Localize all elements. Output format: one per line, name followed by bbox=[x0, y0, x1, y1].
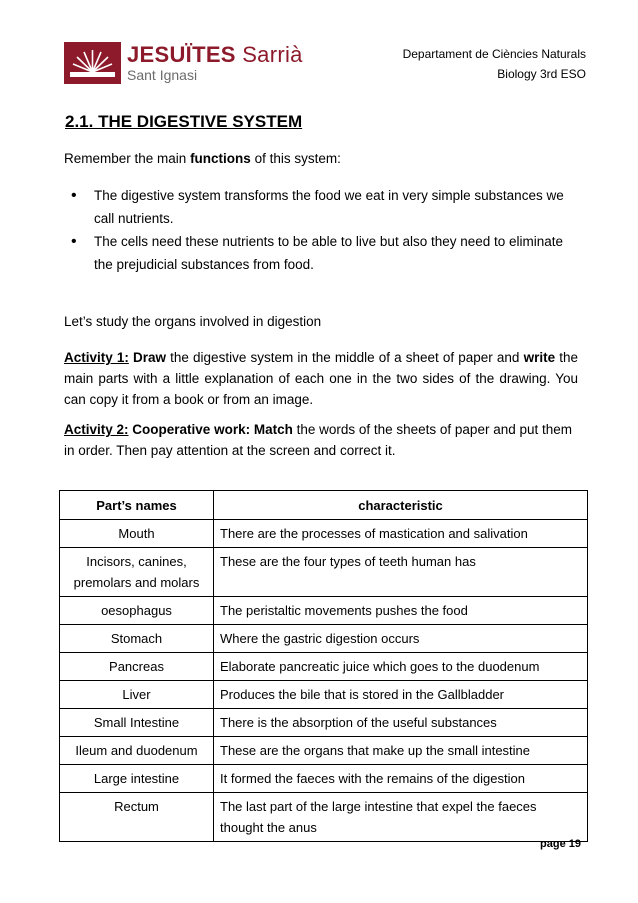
part-name: oesophagus bbox=[60, 597, 214, 625]
activity-1-bold-draw: Draw bbox=[133, 350, 167, 365]
table-row bbox=[60, 793, 588, 842]
part-name: Small Intestine bbox=[60, 709, 214, 737]
activity-1 bbox=[64, 347, 578, 410]
intro-suffix: of this system: bbox=[250, 151, 341, 166]
column-header-names: Part’s names bbox=[60, 491, 214, 520]
table-row bbox=[60, 681, 588, 709]
part-name: Liver bbox=[60, 681, 214, 709]
department-header bbox=[403, 44, 586, 84]
table-header-row bbox=[60, 491, 588, 520]
part-characteristic: There are the processes of mastication and salivation bbox=[214, 520, 588, 548]
part-name: Pancreas bbox=[60, 653, 214, 681]
part-characteristic: These are the four types of teeth human has bbox=[214, 548, 588, 597]
part-characteristic: There is the absorption of the useful substances bbox=[214, 709, 588, 737]
part-name: Rectum bbox=[60, 793, 214, 842]
table-row bbox=[60, 597, 588, 625]
study-line: Let’s study the organs involved in digestion bbox=[64, 314, 322, 329]
department-name: Departament de Ciències Naturals bbox=[402, 47, 586, 61]
activity-2-text: the words of the sheets of paper and put them in order. Then pay attention at the screen and correct it. bbox=[64, 422, 573, 458]
activity-1-bold-write: write bbox=[523, 350, 556, 365]
function-list bbox=[64, 184, 584, 276]
part-name: Incisors, canines, premolars and molars bbox=[60, 548, 214, 597]
activity-2-label: Activity 2: bbox=[64, 422, 129, 437]
part-characteristic: It formed the faeces with the remains of the digestion bbox=[214, 765, 588, 793]
list-item: • The cells need these nutrients to be able to live but also they need to eliminate the prejudicial substances from food. bbox=[64, 230, 584, 276]
part-name: Mouth bbox=[60, 520, 214, 548]
table-row bbox=[60, 709, 588, 737]
part-name: Large intestine bbox=[60, 765, 214, 793]
activity-1-label: Activity 1: bbox=[64, 350, 129, 365]
intro-bold: functions bbox=[190, 151, 251, 166]
activity-1-text-1: the digestive system in the middle of a sheet of paper and bbox=[166, 350, 524, 365]
part-characteristic: These are the organs that make up the small intestine bbox=[214, 737, 588, 765]
logo-subtitle: Sant Ignasi bbox=[127, 67, 198, 83]
table-row bbox=[60, 765, 588, 793]
intro-prefix: Remember the main bbox=[64, 151, 191, 166]
activity-2 bbox=[64, 419, 578, 461]
column-header-characteristic: characteristic bbox=[214, 491, 588, 520]
table-row bbox=[60, 520, 588, 548]
jesuites-sunburst-icon bbox=[64, 42, 121, 84]
part-characteristic: Elaborate pancreatic juice which goes to the duodenum bbox=[214, 653, 588, 681]
school-logo bbox=[64, 42, 303, 84]
part-name: Stomach bbox=[60, 625, 214, 653]
table-row bbox=[60, 625, 588, 653]
digestive-parts-table bbox=[59, 490, 588, 842]
section-title: 2.1. THE DIGESTIVE SYSTEM bbox=[65, 112, 303, 131]
activity-1-text-2: the main parts with a little explanation of each one in the two sides of the drawing. You can copy it from a book or from an image. bbox=[64, 350, 578, 407]
part-characteristic: The peristaltic movements pushes the food bbox=[214, 597, 588, 625]
table-row bbox=[60, 653, 588, 681]
part-characteristic: The last part of the large intestine that expel the faeces thought the anus bbox=[214, 793, 588, 842]
course-name: Biology 3rd ESO bbox=[497, 67, 586, 81]
logo-name: JESUÏTES bbox=[127, 42, 236, 67]
intro-text bbox=[64, 151, 341, 166]
activity-2-bold: Cooperative work: Match bbox=[132, 422, 293, 437]
table-row bbox=[60, 548, 588, 597]
part-characteristic: Produces the bile that is stored in the Gallbladder bbox=[214, 681, 588, 709]
part-characteristic: Where the gastric digestion occurs bbox=[214, 625, 588, 653]
logo-name-light: Sarrià bbox=[242, 42, 303, 67]
table-row bbox=[60, 737, 588, 765]
list-item: • The digestive system transforms the food we eat in very simple substances we call nutrients. bbox=[64, 184, 584, 230]
part-name: Ileum and duodenum bbox=[60, 737, 214, 765]
page-number: page 19 bbox=[540, 838, 581, 850]
